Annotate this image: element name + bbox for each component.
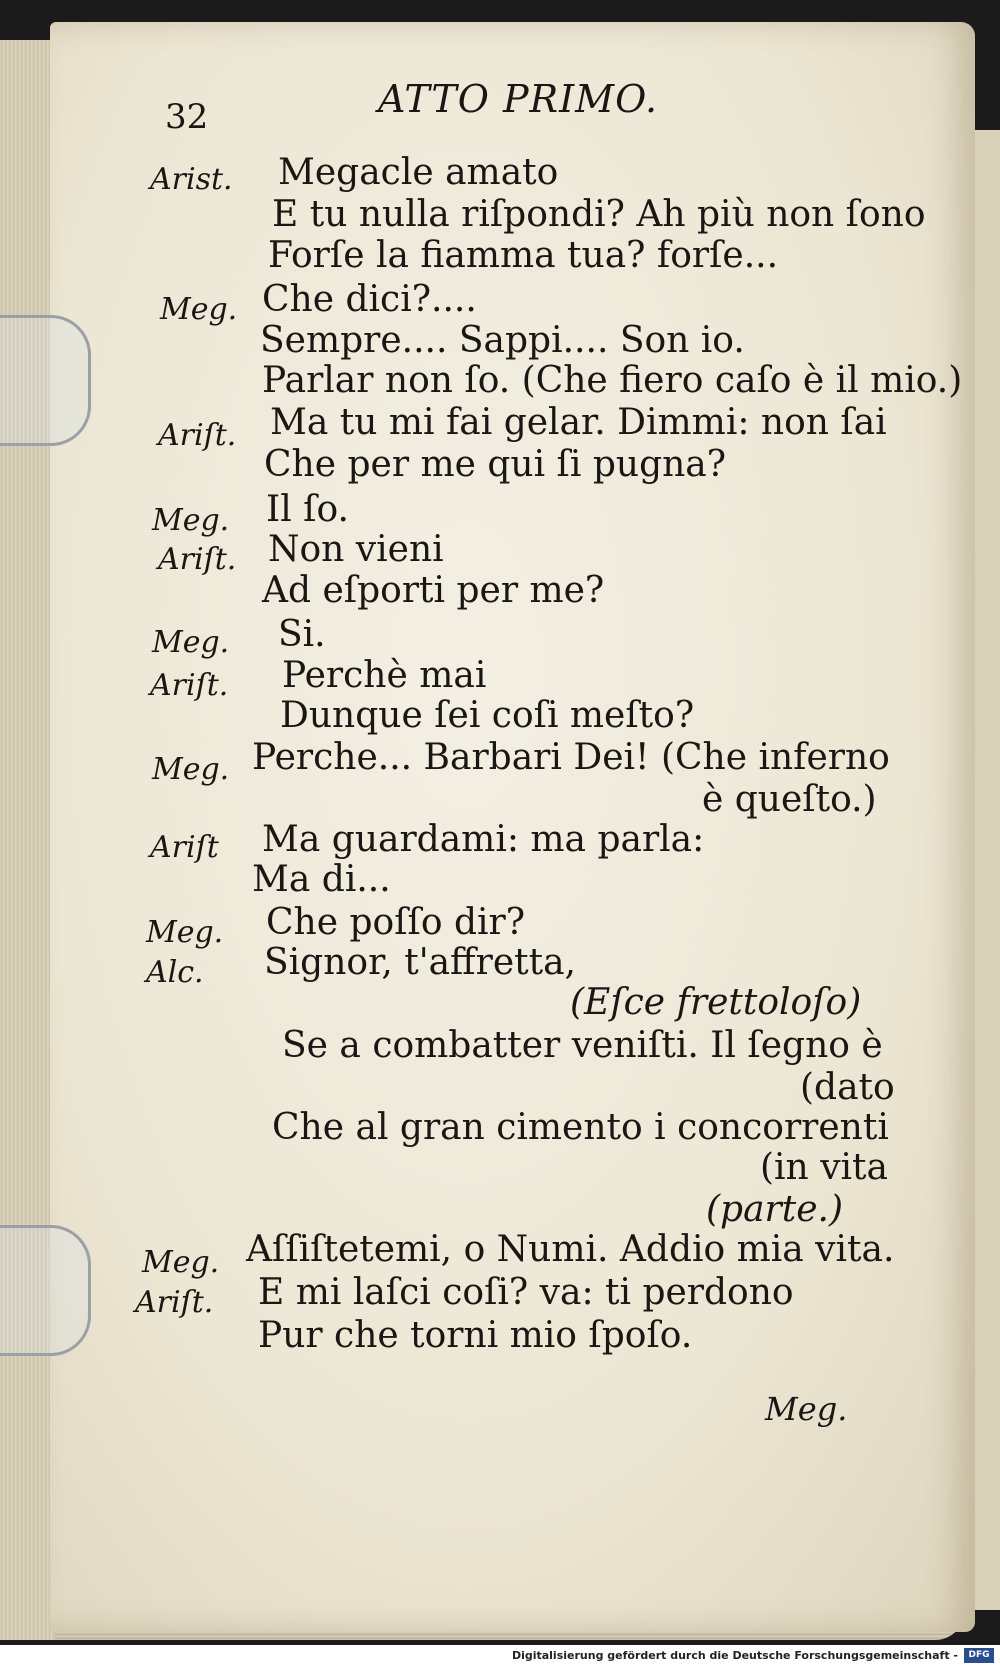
- verse-line: Perche... Barbari Dei! (Che inferno: [252, 737, 890, 778]
- verse-line: Perchè mai: [282, 655, 487, 696]
- verse-line: Pur che torni mio ſpoſo.: [258, 1315, 693, 1356]
- verse-line: E mi laſci coſi? va: ti perdono: [258, 1272, 794, 1313]
- running-title: ATTO PRIMO.: [378, 77, 659, 121]
- speaker-label: Meg.: [160, 292, 238, 327]
- verse-line: Non vieni: [268, 529, 444, 570]
- speaker-label: Arist.: [150, 162, 233, 197]
- verse-line: Che poſſo dir?: [266, 902, 526, 943]
- verse-line: Il ſo.: [266, 489, 349, 530]
- speaker-label: Ariſt.: [135, 1285, 214, 1320]
- verse-line: Si.: [278, 614, 326, 655]
- verse-line: Parlar non ſo. (Che fiero caſo è il mio.): [262, 360, 963, 401]
- dfg-logo: DFG: [964, 1648, 994, 1663]
- verse-line: Ma tu mi fai gelar. Dimmi: non ſai: [270, 402, 887, 443]
- verse-line: Signor, t'affretta,: [264, 942, 576, 983]
- stage-direction: (parte.): [706, 1189, 844, 1230]
- speaker-label: Ariſt: [150, 830, 219, 865]
- speaker-label: Meg.: [142, 1245, 220, 1280]
- page-clip-top: [0, 315, 91, 446]
- verse-line: Ad eſporti per me?: [262, 570, 605, 611]
- verse-line: (in vita: [760, 1147, 888, 1188]
- verse-line: Se a combatter veniſti. Il ſegno è: [282, 1025, 883, 1066]
- speaker-label: Meg.: [146, 915, 224, 950]
- speaker-label: Meg.: [152, 752, 230, 787]
- stage-direction: (Eſce frettoloſo): [570, 982, 862, 1023]
- footer-credit: Digitalisierung gefördert durch die Deutsche Forschungsgemeinschaft -: [511, 1649, 958, 1662]
- verse-line: Sempre.... Sappi.... Son io.: [260, 320, 745, 361]
- verse-line: E tu nulla riſpondi? Ah più non ſono: [272, 194, 926, 235]
- verse-line: Ma guardami: ma parla:: [262, 819, 705, 860]
- verse-line: Che dici?....: [262, 279, 477, 320]
- speaker-label: Ariſt.: [158, 542, 237, 577]
- verse-line: Forſe la fiamma tua? forſe...: [268, 235, 779, 276]
- page-number: 32: [165, 97, 209, 137]
- digitization-footer: [0, 1645, 1000, 1667]
- speaker-label: Ariſt.: [150, 668, 229, 703]
- speaker-label: Ariſt.: [158, 418, 237, 453]
- opposite-page-edge: [975, 130, 1000, 1610]
- speaker-label: Alc.: [146, 955, 204, 990]
- verse-line: Che al gran cimento i concorrenti: [272, 1107, 889, 1148]
- verse-line: Aſſiſtetemi, o Numi. Addio mia vita.: [246, 1229, 895, 1270]
- speaker-label: Meg.: [152, 503, 230, 538]
- catchword: Meg.: [765, 1390, 848, 1428]
- speaker-label: Meg.: [152, 625, 230, 660]
- page-clip-bottom: [0, 1225, 91, 1356]
- verse-line: Dunque ſei coſi meſto?: [280, 695, 695, 736]
- verse-line: (dato: [800, 1067, 895, 1108]
- verse-line: Ma di...: [252, 859, 391, 900]
- verse-line: Che per me qui ſi pugna?: [264, 444, 727, 485]
- verse-line: Megacle amato: [278, 152, 559, 193]
- verse-line: è queſto.): [702, 779, 877, 820]
